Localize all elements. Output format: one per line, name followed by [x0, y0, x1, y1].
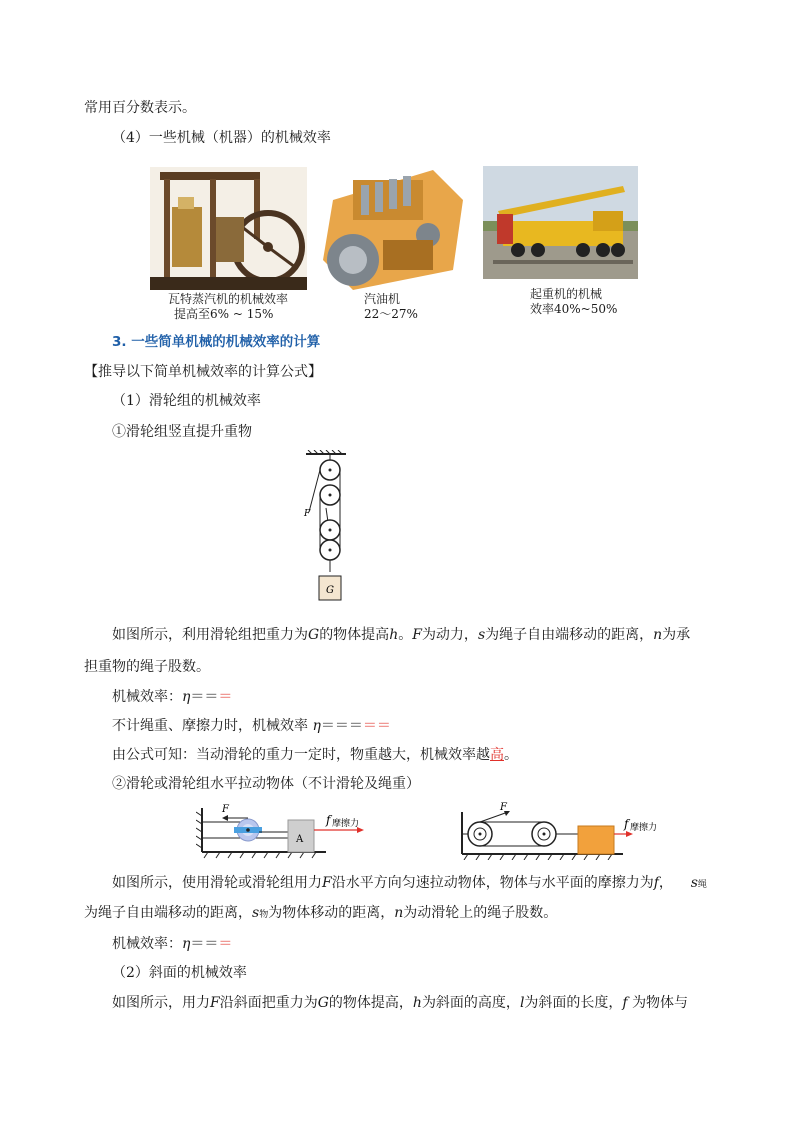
- horizontal-1-friction-subscript: 摩擦力: [332, 819, 360, 829]
- item-title: ①滑轮组竖直提升重物: [112, 424, 252, 440]
- paragraph: 如图所示，使用滑轮或滑轮组用力F沿水平方向匀速拉动物体，物体与水平面的摩擦力为f， s绳: [112, 875, 707, 891]
- subsection-title: （1）滑轮组的机械效率: [112, 393, 261, 409]
- horizontal-1-friction-label: f: [326, 813, 331, 827]
- crane-photo: [483, 166, 638, 279]
- paragraph-continued: 为绳子自由端移动的距离，s物为物体移动的距离，n为动滑轮上的绳子股数。: [84, 905, 558, 921]
- conclusion: 由公式可知：当动滑轮的重力一定时，物重越大，机械效率越高。: [112, 747, 518, 763]
- horizontal-2-friction-subscript: 摩擦力: [630, 823, 658, 833]
- paragraph: 如图所示，利用滑轮组把重力为G的物体提高h。F为动力，s为绳子自由端移动的距离，n为承: [112, 627, 691, 643]
- subsection-title: （4）一些机械（机器）的机械效率: [112, 130, 331, 146]
- paragraph: 如图所示，用力F沿斜面把重力为G的物体提高，h为斜面的高度，l为斜面的长度，f 为物体与: [112, 995, 689, 1011]
- steam-engine-caption: 瓦特蒸汽机的机械效率 提高至6% ~ 15%: [168, 292, 289, 321]
- horizontal-pulley-figure-1: [196, 800, 396, 860]
- horizontal-1-force-label: F: [222, 804, 229, 815]
- efficiency-formula-no-friction: 不计绳重、摩擦力时，机械效率 η＝＝＝＝＝: [112, 718, 391, 734]
- pulley-block-figure: [296, 450, 356, 608]
- paragraph-continued: 担重物的绳子股数。: [84, 659, 210, 675]
- text-line: 常用百分数表示。: [84, 100, 196, 116]
- efficiency-formula: 机械效率：η＝＝＝: [112, 936, 233, 952]
- item-title: ②滑轮或滑轮组水平拉动物体（不计滑轮及绳重）: [112, 776, 420, 792]
- crane-caption: 起重机的机械 效率40%~50%: [530, 287, 618, 316]
- pulley-force-label: F: [304, 509, 311, 519]
- horizontal-2-friction-label: f: [624, 817, 629, 831]
- gasoline-engine-caption: 汽油机 22～27%: [364, 292, 418, 321]
- section-heading: 3. 一些简单机械的机械效率的计算: [112, 334, 321, 350]
- pulley-weight-label: G: [326, 585, 334, 596]
- gasoline-engine-photo: [313, 160, 478, 295]
- steam-engine-photo: [150, 167, 307, 290]
- horizontal-2-force-label: F: [500, 802, 507, 813]
- efficiency-formula: 机械效率：η＝＝＝: [112, 689, 233, 705]
- horizontal-pulley-figure-2: [458, 800, 668, 860]
- horizontal-1-block-label: A: [296, 834, 304, 845]
- subsection-title: （2）斜面的机械效率: [112, 965, 247, 981]
- bracket-title: 【推导以下简单机械效率的计算公式】: [84, 364, 322, 380]
